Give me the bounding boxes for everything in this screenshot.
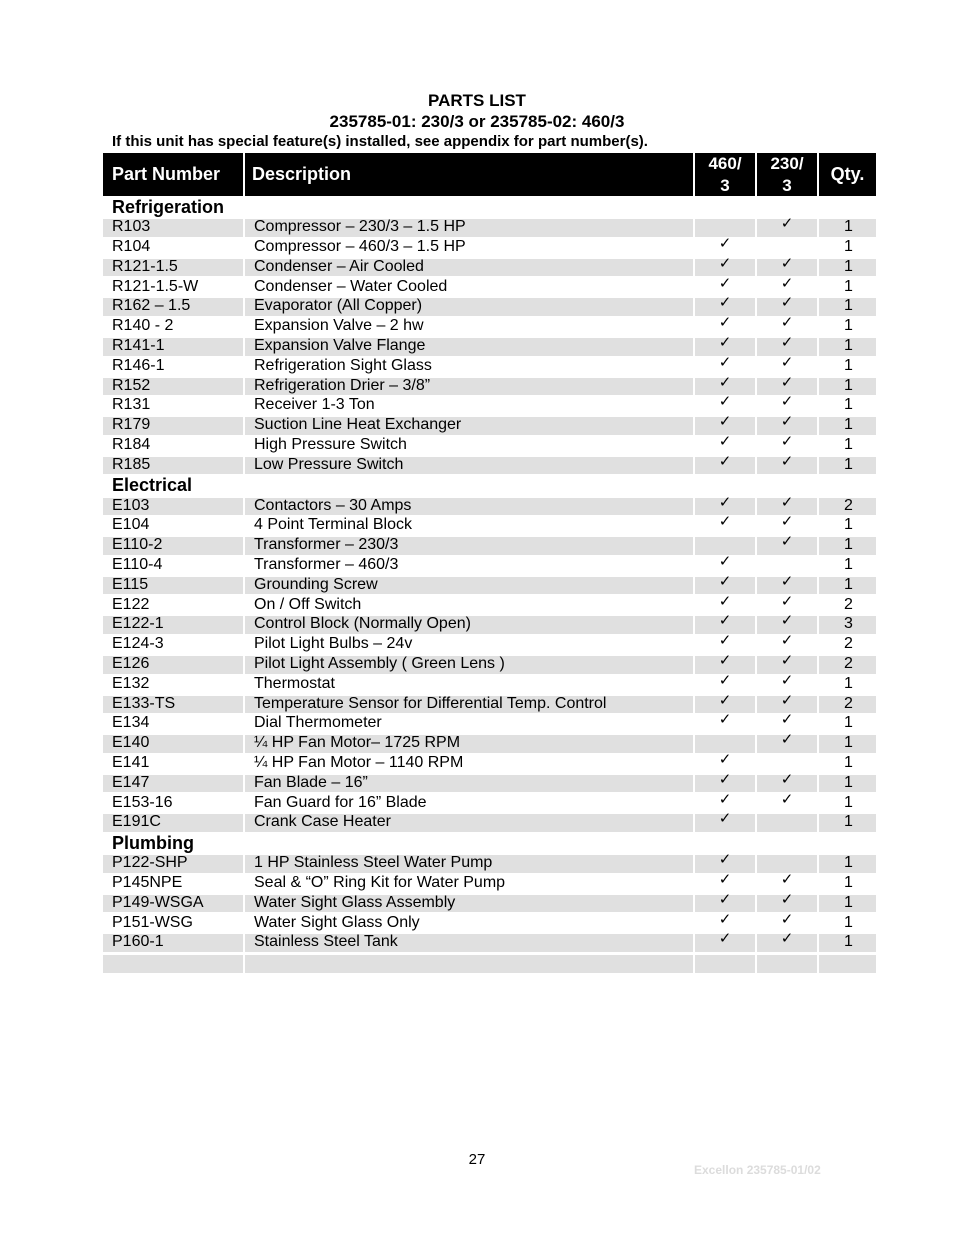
description-cell: Refrigeration Sight Glass bbox=[245, 358, 695, 376]
qty-cell: 1 bbox=[819, 934, 876, 952]
checkmark-icon: ✓ bbox=[718, 293, 732, 312]
part-number-cell: E103 bbox=[103, 498, 245, 516]
table-row bbox=[103, 889, 876, 913]
checkmark-icon: ✓ bbox=[780, 611, 794, 630]
part-number-cell: E134 bbox=[103, 715, 245, 733]
part-number-cell: E122-1 bbox=[103, 616, 245, 634]
qty-cell: 1 bbox=[819, 537, 876, 555]
part-number-cell: P122-SHP bbox=[103, 855, 245, 873]
section-heading: Plumbing bbox=[112, 832, 194, 853]
checkmark-icon: ✓ bbox=[718, 929, 732, 948]
table-row bbox=[103, 929, 876, 952]
description-cell: Water Sight Glass Only bbox=[245, 915, 695, 933]
voltage-230-check bbox=[757, 814, 819, 832]
description-cell: Expansion Valve – 2 hw bbox=[245, 318, 695, 336]
qty-cell: 3 bbox=[819, 616, 876, 634]
checkmark-icon: ✓ bbox=[780, 253, 794, 272]
description-cell: Condenser – Water Cooled bbox=[245, 279, 695, 297]
table-row bbox=[103, 333, 876, 356]
checkmark-icon: ✓ bbox=[718, 591, 732, 610]
part-number-cell: P160-1 bbox=[103, 934, 245, 952]
section-heading: Refrigeration bbox=[112, 197, 225, 217]
description-cell: Low Pressure Switch bbox=[245, 457, 695, 475]
checkmark-icon: ✓ bbox=[718, 412, 732, 431]
appendix-note: If this unit has special feature(s) installed, see appendix for part number(s). bbox=[112, 133, 648, 150]
qty-cell: 2 bbox=[819, 696, 876, 714]
part-number-cell: E110-4 bbox=[103, 557, 245, 575]
table-row bbox=[103, 412, 876, 435]
part-number-cell: R146-1 bbox=[103, 358, 245, 376]
part-number-cell: E141 bbox=[103, 755, 245, 773]
voltage-460-check bbox=[695, 710, 757, 733]
page-title: PARTS LIST bbox=[428, 91, 526, 110]
table-footer-row bbox=[103, 955, 876, 973]
qty-cell: 1 bbox=[819, 298, 876, 316]
checkmark-icon: ✓ bbox=[780, 571, 794, 590]
checkmark-icon: ✓ bbox=[780, 372, 794, 391]
checkmark-icon: ✓ bbox=[718, 333, 732, 352]
part-number-cell: E110-2 bbox=[103, 537, 245, 555]
qty-cell: 1 bbox=[819, 259, 876, 277]
qty-cell: 1 bbox=[819, 735, 876, 753]
page-number: 27 bbox=[468, 1151, 486, 1168]
header-460-3 bbox=[695, 153, 757, 196]
checkmark-icon: ✓ bbox=[780, 710, 794, 729]
part-number-cell: P149-WSGA bbox=[103, 895, 245, 913]
qty-cell: 1 bbox=[844, 238, 853, 256]
description-cell: Fan Guard for 16” Blade bbox=[245, 795, 695, 813]
part-number-cell: E133-TS bbox=[103, 696, 245, 714]
table-row bbox=[103, 552, 876, 575]
qty-cell: 1 bbox=[819, 577, 876, 595]
checkmark-icon: ✓ bbox=[718, 651, 732, 670]
page-subtitle: 235785-01: 230/3 or 235785-02: 460/3 bbox=[329, 112, 625, 131]
description-cell: Receiver 1-3 Ton bbox=[245, 397, 695, 415]
checkmark-icon: ✓ bbox=[718, 234, 732, 253]
description-cell: Suction Line Heat Exchanger bbox=[245, 417, 695, 435]
description-cell: Transformer – 230/3 bbox=[245, 537, 695, 555]
description-cell: Pilot Light Bulbs – 24v bbox=[245, 636, 695, 654]
part-number-cell: E132 bbox=[103, 676, 245, 694]
voltage-230-check bbox=[757, 532, 819, 555]
checkmark-icon: ✓ bbox=[718, 909, 732, 928]
qty-cell: 1 bbox=[844, 714, 853, 732]
qty-cell: 1 bbox=[819, 775, 876, 793]
qty-cell: 1 bbox=[844, 516, 853, 534]
table-row bbox=[103, 850, 876, 873]
checkmark-icon: ✓ bbox=[718, 690, 732, 709]
checkmark-icon: ✓ bbox=[780, 591, 794, 610]
description-cell: Crank Case Heater bbox=[245, 814, 695, 832]
qty-cell: 1 bbox=[844, 754, 853, 772]
table-row bbox=[103, 710, 876, 733]
description-cell: Expansion Valve Flange bbox=[245, 338, 695, 356]
checkmark-icon: ✓ bbox=[780, 651, 794, 670]
table-row bbox=[103, 214, 876, 237]
description-cell: Refrigeration Drier – 3/8” bbox=[245, 378, 695, 396]
part-number-cell: R131 bbox=[103, 397, 245, 415]
description-cell: Condenser – Air Cooled bbox=[245, 259, 695, 277]
description-cell: Pilot Light Assembly ( Green Lens ) bbox=[245, 656, 695, 674]
part-number-cell: R152 bbox=[103, 378, 245, 396]
checkmark-icon: ✓ bbox=[718, 789, 732, 808]
checkmark-icon: ✓ bbox=[718, 850, 732, 869]
qty-cell: 1 bbox=[819, 855, 876, 873]
table-row bbox=[103, 631, 876, 654]
checkmark-icon: ✓ bbox=[780, 412, 794, 431]
table-row bbox=[103, 611, 876, 634]
checkmark-icon: ✓ bbox=[718, 631, 732, 650]
description-cell: Water Sight Glass Assembly bbox=[245, 895, 695, 913]
checkmark-icon: ✓ bbox=[780, 432, 794, 451]
part-number-cell: R184 bbox=[103, 437, 245, 455]
qty-cell: 1 bbox=[819, 895, 876, 913]
part-number-cell: R141-1 bbox=[103, 338, 245, 356]
header-description: Description bbox=[245, 153, 695, 196]
qty-cell: 1 bbox=[844, 436, 853, 454]
part-number-cell: R103 bbox=[103, 219, 245, 237]
table-row bbox=[103, 492, 876, 515]
qty-cell: 1 bbox=[819, 338, 876, 356]
qty-cell: 1 bbox=[819, 378, 876, 396]
description-cell: High Pressure Switch bbox=[245, 437, 695, 455]
qty-cell: 1 bbox=[844, 793, 853, 811]
checkmark-icon: ✓ bbox=[780, 690, 794, 709]
part-number-cell: E153-16 bbox=[103, 795, 245, 813]
voltage-230-check bbox=[757, 730, 819, 753]
checkmark-icon: ✓ bbox=[780, 769, 794, 788]
qty-cell: 2 bbox=[844, 635, 853, 653]
header-230-3-label: 230/ 3 bbox=[770, 153, 804, 195]
part-number-cell: E147 bbox=[103, 775, 245, 793]
qty-cell: 1 bbox=[844, 913, 853, 931]
description-cell: 1 HP Stainless Steel Water Pump bbox=[245, 855, 695, 873]
table-row bbox=[103, 769, 876, 793]
table-row bbox=[103, 591, 876, 614]
description-cell: Evaporator (All Copper) bbox=[245, 298, 695, 316]
table-row bbox=[103, 512, 876, 535]
part-number-cell: R185 bbox=[103, 457, 245, 475]
description-cell: Stainless Steel Tank bbox=[245, 934, 695, 952]
header-460-3-label: 460/ 3 bbox=[708, 153, 742, 195]
table-row bbox=[103, 234, 876, 257]
checkmark-icon: ✓ bbox=[718, 710, 732, 729]
checkmark-icon: ✓ bbox=[718, 512, 732, 531]
checkmark-icon: ✓ bbox=[718, 769, 732, 788]
table-row bbox=[103, 870, 876, 893]
header-230-3 bbox=[757, 153, 819, 196]
checkmark-icon: ✓ bbox=[718, 870, 732, 888]
checkmark-icon: ✓ bbox=[780, 929, 794, 948]
table-row bbox=[103, 750, 876, 773]
qty-cell: 1 bbox=[819, 417, 876, 435]
part-number-cell: R162 – 1.5 bbox=[103, 298, 245, 316]
table-row bbox=[103, 392, 876, 415]
description-cell: ¼ HP Fan Motor – 1140 RPM bbox=[245, 755, 695, 773]
part-number-cell: E122 bbox=[103, 597, 245, 615]
checkmark-icon: ✓ bbox=[718, 372, 732, 391]
checkmark-icon: ✓ bbox=[718, 670, 732, 689]
checkmark-icon: ✓ bbox=[780, 333, 794, 352]
checkmark-icon: ✓ bbox=[718, 492, 732, 511]
part-number-cell: E126 bbox=[103, 656, 245, 674]
section-heading: Electrical bbox=[112, 475, 193, 496]
checkmark-icon: ✓ bbox=[780, 889, 794, 908]
table-header bbox=[103, 153, 876, 196]
qty-cell: 1 bbox=[844, 396, 853, 414]
checkmark-icon: ✓ bbox=[718, 352, 732, 371]
qty-cell: 2 bbox=[844, 595, 853, 613]
checkmark-icon: ✓ bbox=[780, 789, 794, 808]
description-cell: Grounding Screw bbox=[245, 577, 695, 595]
qty-cell: 1 bbox=[819, 457, 876, 475]
table-row bbox=[103, 730, 876, 753]
description-cell: On / Off Switch bbox=[245, 597, 695, 615]
checkmark-icon: ✓ bbox=[780, 870, 794, 888]
checkmark-icon: ✓ bbox=[718, 253, 732, 272]
table-row bbox=[103, 293, 876, 316]
table-row bbox=[103, 571, 876, 595]
part-number-cell: E104 bbox=[103, 517, 245, 535]
description-cell: Compressor – 230/3 – 1.5 HP bbox=[245, 219, 695, 237]
part-number-cell: E115 bbox=[103, 577, 245, 595]
qty-cell: 1 bbox=[819, 219, 876, 237]
part-number-cell: R104 bbox=[103, 239, 245, 257]
qty-cell: 1 bbox=[844, 674, 853, 692]
checkmark-icon: ✓ bbox=[718, 809, 732, 828]
checkmark-icon: ✓ bbox=[780, 392, 794, 411]
checkmark-icon: ✓ bbox=[718, 571, 732, 590]
description-cell: ¼ HP Fan Motor– 1725 RPM bbox=[245, 735, 695, 753]
qty-cell: 1 bbox=[844, 356, 853, 374]
part-number-cell: P145NPE bbox=[103, 875, 245, 893]
checkmark-icon: ✓ bbox=[718, 889, 732, 908]
qty-cell: 1 bbox=[844, 317, 853, 335]
table-row bbox=[103, 451, 876, 475]
checkmark-icon: ✓ bbox=[780, 214, 794, 233]
part-number-cell: P151-WSG bbox=[103, 915, 245, 933]
table-row bbox=[103, 532, 876, 555]
table-row bbox=[103, 690, 876, 713]
qty-cell: 1 bbox=[844, 556, 853, 574]
part-number-cell: E191C bbox=[103, 814, 245, 832]
checkmark-icon: ✓ bbox=[718, 552, 732, 571]
checkmark-icon: ✓ bbox=[718, 273, 732, 292]
checkmark-icon: ✓ bbox=[718, 313, 732, 332]
voltage-460-check bbox=[695, 809, 757, 832]
checkmark-icon: ✓ bbox=[780, 492, 794, 511]
checkmark-icon: ✓ bbox=[718, 432, 732, 451]
qty-cell: 1 bbox=[844, 874, 853, 891]
description-cell: Temperature Sensor for Differential Temp. Control bbox=[245, 696, 695, 714]
description-cell: Contactors – 30 Amps bbox=[245, 498, 695, 516]
table-row bbox=[103, 909, 876, 932]
part-number-cell: R121-1.5 bbox=[103, 259, 245, 277]
description-cell: Control Block (Normally Open) bbox=[245, 616, 695, 634]
checkmark-icon: ✓ bbox=[780, 909, 794, 928]
parts-table bbox=[103, 153, 876, 973]
checkmark-icon: ✓ bbox=[780, 670, 794, 689]
part-number-cell: E124-3 bbox=[103, 636, 245, 654]
description-cell: Fan Blade – 16” bbox=[245, 775, 695, 793]
checkmark-icon: ✓ bbox=[780, 313, 794, 332]
description-cell: Compressor – 460/3 – 1.5 HP bbox=[245, 239, 695, 257]
table-row bbox=[103, 253, 876, 277]
table-row bbox=[103, 432, 876, 455]
voltage-460-check bbox=[695, 451, 757, 475]
description-cell: Seal & “O” Ring Kit for Water Pump bbox=[245, 875, 695, 893]
voltage-230-check bbox=[757, 929, 819, 952]
voltage-230-check bbox=[757, 789, 819, 813]
qty-cell: 2 bbox=[819, 656, 876, 674]
table-row bbox=[103, 789, 876, 812]
checkmark-icon: ✓ bbox=[780, 293, 794, 312]
table-row bbox=[103, 809, 876, 832]
checkmark-icon: ✓ bbox=[718, 750, 732, 769]
checkmark-icon: ✓ bbox=[780, 352, 794, 371]
header-part-number: Part Number bbox=[103, 153, 245, 196]
voltage-460-check bbox=[695, 512, 757, 535]
part-number-cell: R121-1.5-W bbox=[103, 279, 245, 297]
footer-document-id: Excellon 235785-01/02 bbox=[694, 1163, 821, 1177]
table-row bbox=[103, 352, 876, 376]
checkmark-icon: ✓ bbox=[718, 611, 732, 630]
voltage-460-check bbox=[695, 929, 757, 952]
table-row bbox=[103, 651, 876, 674]
description-cell: Dial Thermometer bbox=[245, 715, 695, 733]
checkmark-icon: ✓ bbox=[718, 392, 732, 411]
qty-cell: 1 bbox=[844, 277, 853, 295]
description-cell: 4 Point Terminal Block bbox=[245, 517, 695, 535]
checkmark-icon: ✓ bbox=[780, 273, 794, 292]
qty-cell: 2 bbox=[819, 498, 876, 516]
part-number-cell: E140 bbox=[103, 735, 245, 753]
description-cell: Thermostat bbox=[245, 676, 695, 694]
voltage-230-check bbox=[757, 451, 819, 475]
checkmark-icon: ✓ bbox=[718, 451, 732, 470]
description-cell: Transformer – 460/3 bbox=[245, 557, 695, 575]
header-qty: Qty. bbox=[819, 153, 876, 196]
part-number-cell: R140 - 2 bbox=[103, 318, 245, 336]
table-body bbox=[103, 196, 876, 952]
checkmark-icon: ✓ bbox=[780, 512, 794, 531]
table-row bbox=[103, 372, 876, 395]
checkmark-icon: ✓ bbox=[780, 451, 794, 470]
part-number-cell: R179 bbox=[103, 417, 245, 435]
table-row bbox=[103, 313, 876, 336]
voltage-230-check bbox=[757, 214, 819, 237]
table-row bbox=[103, 670, 876, 694]
table-row bbox=[103, 273, 876, 296]
checkmark-icon: ✓ bbox=[780, 532, 794, 551]
checkmark-icon: ✓ bbox=[780, 730, 794, 749]
checkmark-icon: ✓ bbox=[780, 631, 794, 650]
qty-cell: 1 bbox=[819, 814, 876, 832]
